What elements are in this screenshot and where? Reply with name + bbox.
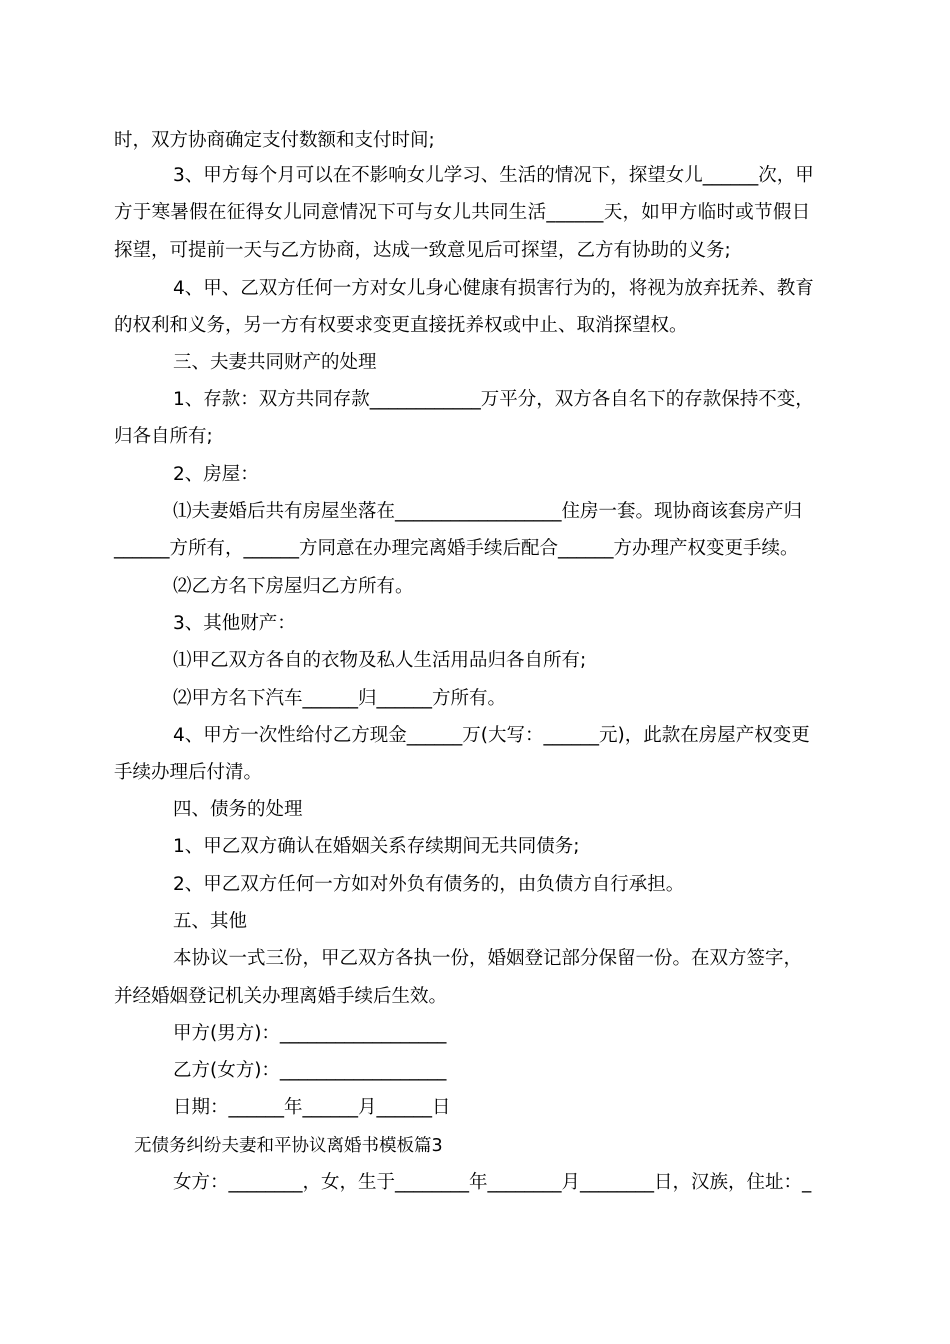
text-line: ⑵乙方名下房屋归乙方所有。 [173, 576, 414, 597]
text-line: 1、甲乙双方确认在婚姻关系存续期间无共同债务; [173, 836, 580, 857]
text-line: 1、存款：双方共同存款____________万平分，双方各自名下的存款保持不变， [173, 389, 814, 410]
text-line: 时，双方协商确定支付数额和支付时间; [114, 130, 435, 151]
section-heading: 四、债务的处理 [173, 799, 303, 820]
text-line: ⑴甲乙双方各自的衣物及私人生活用品归各自所有; [173, 650, 587, 671]
text-line: 探望，可提前一天与乙方协商，达成一致意见后可探望，乙方有协助的义务; [114, 240, 731, 261]
text-line: 4、甲方一次性给付乙方现金______万(大写：______元)，此款在房屋产权变更 [173, 725, 810, 746]
document-title: 无债务纠纷夫妻和平协议离婚书模板篇3 [134, 1136, 443, 1156]
signature-line: 甲方(男方)：__________________ [173, 1023, 447, 1044]
text-line: 手续办理后付清。 [114, 762, 263, 783]
text-line: 归各自所有; [114, 426, 213, 447]
text-line: 的权利和义务，另一方有权要求变更直接抚养权或中止、取消探望权。 [114, 315, 688, 336]
text-line: 本协议一式三份，甲乙双方各执一份，婚姻登记部分保留一份。在双方签字， [173, 948, 803, 969]
text-line: ⑴夫妻婚后共有房屋坐落在__________________住房一套。现协商该套房产归 [173, 501, 803, 522]
text-line: ______方所有，______方同意在办理完离婚手续后配合______方办理产权变更手续。 [114, 538, 799, 559]
section-heading: 三、夫妻共同财产的处理 [173, 352, 377, 373]
text-line: 2、房屋： [173, 464, 259, 485]
text-line: 3、甲方每个月可以在不影响女儿学习、生活的情况下，探望女儿______次，甲 [173, 165, 814, 186]
date-line: 日期：______年______月______日 [173, 1097, 451, 1118]
signature-line: 乙方(女方)：__________________ [173, 1060, 447, 1081]
text-line: 方于寒暑假在征得女儿同意情况下可与女儿共同生活______天，如甲方临时或节假日 [114, 202, 811, 223]
text-line: 并经婚姻登记机关办理离婚手续后生效。 [114, 986, 448, 1007]
text-line: 2、甲乙双方任何一方如对外负有债务的，由负债方自行承担。 [173, 874, 685, 895]
text-line: 4、甲、乙双方任何一方对女儿身心健康有损害行为的，将视为放弃抚养、教育 [173, 278, 814, 299]
text-line: ⑵甲方名下汽车______归______方所有。 [173, 688, 507, 709]
text-line: 3、其他财产： [173, 613, 296, 634]
section-heading: 五、其他 [173, 911, 248, 932]
text-line: 女方：________，女，生于________年________月________日，汉族，住址：_ [173, 1172, 812, 1193]
